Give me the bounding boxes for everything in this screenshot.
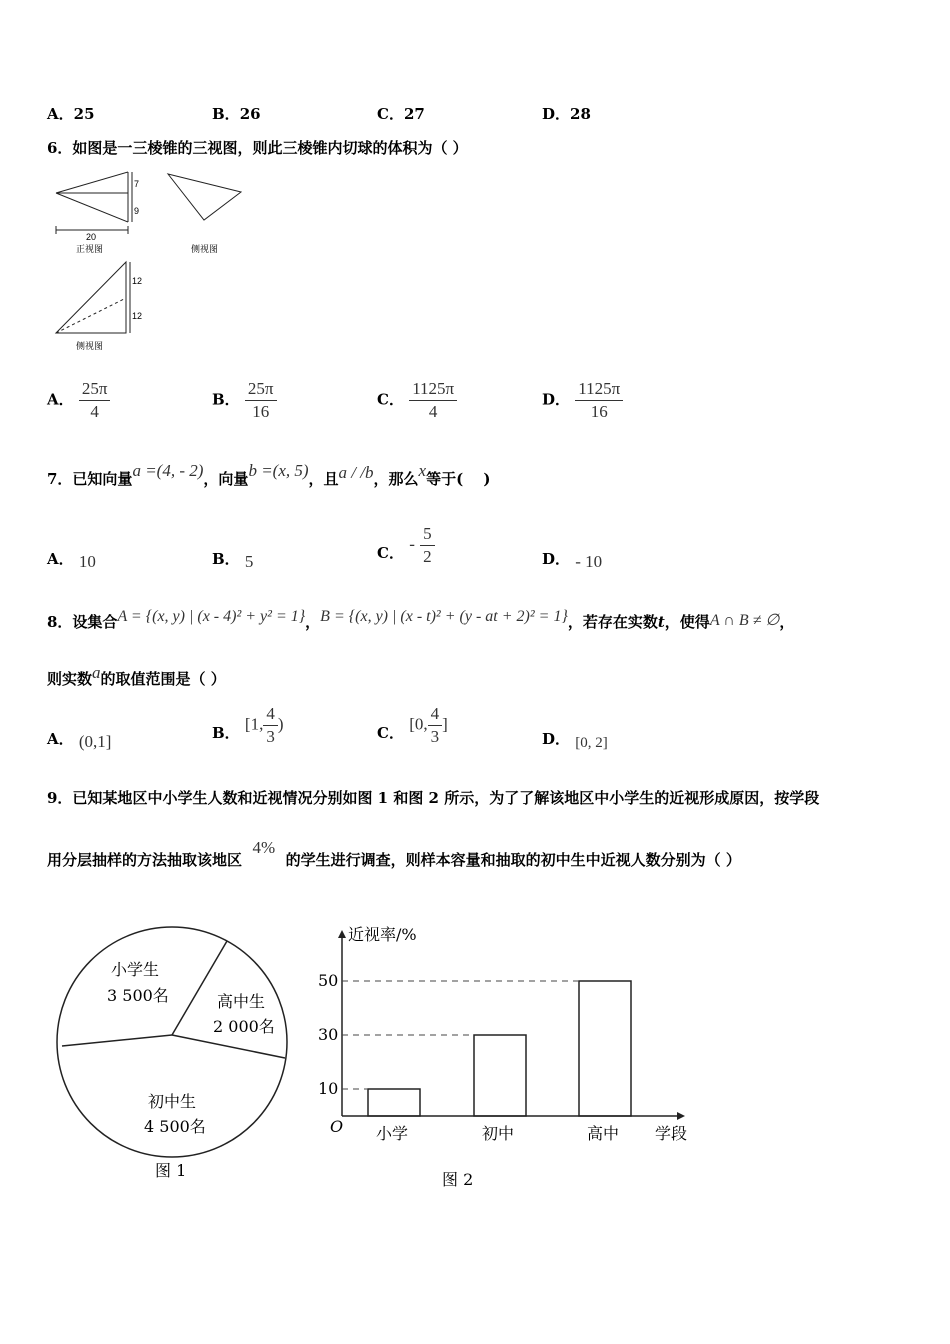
vector-a: a =(4, - 2) (132, 461, 204, 480)
q6-option-d (542, 378, 623, 423)
q8-option-b: B． [1, $\frac{4}{3}$ ) (212, 704, 284, 746)
y-axis-arrow (338, 930, 346, 938)
q8-option-c: C． [0, $\frac{4}{3}$ ] (377, 704, 448, 746)
q7-option-b: B． 5 (212, 550, 254, 571)
fraction: $\frac{5}{2}$ (420, 523, 435, 568)
q8-option-d: D． [0, 2] (542, 730, 608, 751)
option-label: C． (377, 543, 404, 562)
q8-text: 8．设集合A = {(x, y) | (x - 4)² + y² = 1}，B = {(x, y) | (x - t)² + (y - at + 2)² = 1}，若存在实数t，使得A ∩ B ≠ ∅， (47, 608, 795, 631)
fraction: $\frac{4}{3}$ (263, 703, 278, 748)
option-label: C． (377, 390, 404, 409)
bar-小学 (368, 1089, 420, 1116)
pie-slice-count: 4 500名 (144, 1117, 206, 1136)
option-label: B． (212, 105, 240, 123)
intersection-condition: A ∩ B ≠ ∅ (709, 612, 780, 629)
fraction: $\frac{1125\pi}{16}$ (575, 378, 623, 423)
q9-text-line1: 9．已知某地区中小学生人数和近视情况分别如图 1 和图 2 所示，为了了解该地区中小学生的近视形成原因，按学段 (47, 789, 820, 807)
pie-slice-count: 3 500名 (107, 986, 169, 1005)
figure-1-caption: 图 1 (155, 1161, 187, 1180)
front-view-label: 正视图 (76, 244, 104, 254)
option-label: D． (542, 105, 571, 123)
dim-9: 9 (134, 206, 140, 216)
x-tick-label: 小学 (376, 1124, 409, 1143)
q6-text: 6．如图是一三棱锥的三视图，则此三棱锥内切球的体积为（ ） (47, 139, 468, 157)
top-view (56, 262, 130, 333)
option-label: B． (212, 723, 240, 742)
figure-2-caption: 图 2 (442, 1170, 474, 1189)
x-axis-label: 学段 (655, 1124, 688, 1143)
q8-option-a: A． (0,1] (47, 730, 112, 751)
parallel-condition: a / /b (338, 463, 374, 482)
pie-chart-figure (55, 925, 295, 1195)
side-view (168, 174, 241, 220)
dim-12a: 12 (132, 276, 143, 286)
front-view (56, 172, 132, 234)
q7-text: 7．已知向量a =(4, - 2)，向量b =(x, 5)，且a / /b，那么x等于( ) (47, 461, 491, 488)
x-tick-label: 高中 (587, 1124, 620, 1143)
fraction: $\frac{4}{3}$ (428, 703, 443, 748)
q7-option-a: A． 10 (47, 550, 96, 571)
pie-slice-name: 初中生 (148, 1092, 197, 1111)
option-value: 26 (239, 105, 261, 123)
dim-12b: 12 (132, 311, 143, 321)
fraction: $\frac{1125\pi}{4}$ (409, 378, 457, 423)
pie-slice-count: 2 000名 (213, 1017, 275, 1036)
bar-初中 (474, 1035, 526, 1116)
y-tick-label: 10 (318, 1079, 339, 1098)
option-value: 25 (73, 105, 95, 123)
q5-option-c (377, 103, 425, 124)
option-value: 28 (570, 105, 591, 123)
y-tick-label: 50 (318, 971, 339, 990)
dim-7: 7 (134, 179, 140, 189)
set-a: A = {(x, y) | (x - 4)² + y² = 1} (117, 608, 306, 625)
three-view-figure (46, 160, 261, 355)
option-label: D． (542, 550, 571, 568)
q8-text-line2: 则实数a的取值范围是（ ） (47, 663, 226, 688)
option-label: D． (542, 390, 571, 409)
q9-text-line2: 用分层抽样的方法抽取该地区 4% 的学生进行调查，则样本容量和抽取的初中生中近视人数分别为（ ） (47, 838, 741, 869)
set-b: B = {(x, y) | (x - t)² + (y - at + 2)² = 1} (320, 608, 568, 625)
x-tick-label: 初中 (482, 1124, 515, 1143)
pie-slice-name: 高中生 (217, 992, 266, 1011)
pie-divider (62, 1035, 172, 1046)
pie-divider (172, 1035, 285, 1058)
q6-option-a (47, 378, 110, 423)
option-label: A． (47, 105, 74, 123)
q6-option-b (212, 378, 277, 423)
option-label: C． (377, 723, 404, 742)
origin-label: O (330, 1117, 344, 1136)
pie-slice-name: 小学生 (111, 960, 160, 979)
option-label: A． (47, 550, 74, 568)
option-label: B． (212, 550, 240, 568)
side-view-label: 侧视图 (191, 244, 219, 254)
fraction: $\frac{25\pi}{4}$ (79, 378, 111, 423)
vector-b: b =(x, 5) (248, 461, 309, 480)
x-axis-arrow (677, 1112, 685, 1120)
top-view-label: 侧视图 (76, 341, 104, 351)
y-tick-label: 30 (318, 1025, 339, 1044)
q5-option-d (542, 103, 591, 124)
dim-20: 20 (86, 232, 97, 242)
option-label: B． (212, 390, 240, 409)
bar-高中 (579, 981, 631, 1116)
q7-option-d: D． - 10 (542, 550, 603, 571)
option-label: D． (542, 730, 571, 748)
option-value: 27 (403, 105, 425, 123)
q5-option-b (212, 103, 261, 124)
q5-option-a (47, 103, 95, 124)
option-label: C． (377, 105, 404, 123)
option-label: A． (47, 390, 74, 409)
bar-chart-figure (310, 915, 710, 1195)
q6-option-c (377, 378, 457, 423)
fraction: $\frac{25\pi}{16}$ (245, 378, 277, 423)
percent-value: 4% (252, 838, 276, 857)
option-label: A． (47, 730, 74, 748)
q7-option-c: C． - $\frac{5}{2}$ (377, 523, 435, 568)
y-axis-label: 近视率/% (348, 925, 417, 944)
